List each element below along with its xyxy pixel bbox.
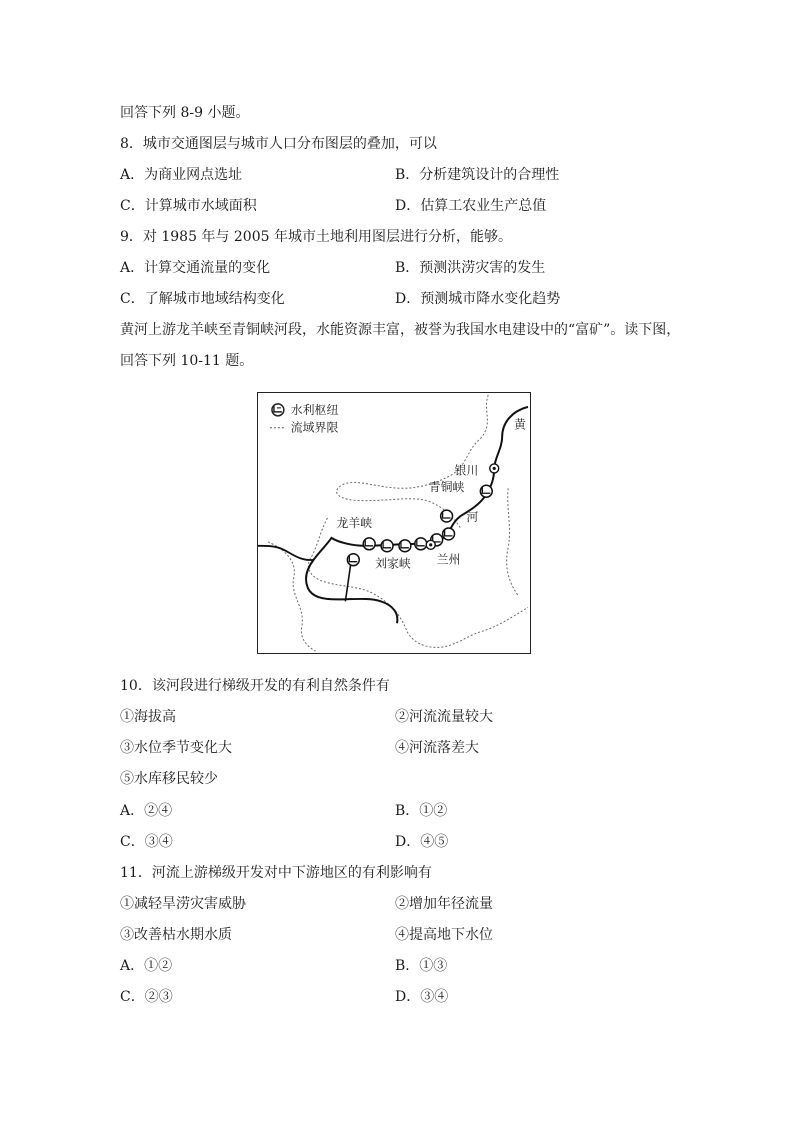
label-liujiaxia: 刘家峡 bbox=[375, 556, 411, 571]
q11-option-c: C．②③ bbox=[120, 989, 173, 1005]
dam-icon bbox=[347, 554, 359, 566]
label-huang: 黄 bbox=[514, 417, 526, 432]
q10-option-b: B．①② bbox=[395, 803, 448, 819]
q10-option-c: C．③④ bbox=[120, 834, 173, 850]
legend-dam-icon bbox=[272, 404, 284, 416]
q11-statement-3: ③改善枯水期水质 bbox=[120, 927, 232, 943]
dam-icon bbox=[399, 540, 411, 552]
q8-option-a: A．为商业网点选址 bbox=[120, 167, 243, 183]
q10-option-d: D．④⑤ bbox=[395, 834, 449, 850]
q11-option-d: D．③④ bbox=[395, 989, 449, 1005]
southern-branch-line bbox=[345, 560, 351, 602]
basin-boundary-east bbox=[507, 488, 518, 595]
q10-option-a: A．②④ bbox=[120, 803, 173, 819]
yellow-river-map bbox=[257, 392, 531, 654]
q10-stem: 10．该河段进行梯级开发的有利自然条件有 bbox=[120, 678, 390, 694]
q11-option-b: B．①③ bbox=[395, 958, 448, 974]
dam-icon bbox=[363, 538, 375, 550]
legend-boundary-label: 流域界限 bbox=[290, 420, 339, 435]
legend-dam-label: 水利枢纽 bbox=[290, 402, 339, 417]
q8-option-d: D．估算工农业生产总值 bbox=[395, 198, 547, 214]
basin-boundary-south bbox=[308, 515, 528, 647]
label-qingtongxia: 青铜峡 bbox=[428, 480, 465, 495]
q11-stem: 11．河流上游梯级开发对中下游地区的有利影响有 bbox=[120, 865, 432, 881]
q8-option-c: C．计算城市水域面积 bbox=[120, 198, 257, 214]
q11-statement-4: ④提高地下水位 bbox=[395, 927, 493, 943]
q9-option-a: A．计算交通流量的变化 bbox=[120, 260, 271, 276]
q10-statement-2: ②河流流量较大 bbox=[395, 709, 493, 725]
q11-option-a: A．①② bbox=[120, 958, 173, 974]
dam-icon bbox=[381, 540, 393, 552]
city-marker-lanzhou bbox=[426, 540, 435, 549]
label-yinchuan: 银川 bbox=[454, 463, 479, 478]
q10-statement-4: ④河流落差大 bbox=[395, 740, 479, 756]
label-he: 河 bbox=[466, 510, 479, 525]
passage-line-1: 黄河上游龙羊峡至青铜峡河段，水能资源丰富，被誉为我国水电建设中的“富矿”。读下图， bbox=[120, 322, 681, 338]
q8-stem: 8．城市交通图层与城市人口分布图层的叠加，可以 bbox=[120, 136, 437, 152]
map-svg bbox=[258, 393, 530, 653]
q8-option-b: B．分析建筑设计的合理性 bbox=[395, 167, 560, 183]
q11-statement-1: ①减轻旱涝灾害威胁 bbox=[120, 896, 246, 912]
q10-statement-5: ⑤水库移民较少 bbox=[120, 771, 218, 787]
basin-boundary-west bbox=[268, 542, 316, 651]
q9-stem: 9．对 1985 年与 2005 年城市土地利用图层进行分析，能够。 bbox=[120, 229, 512, 245]
dam-icon bbox=[480, 485, 492, 497]
intro-8-9: 回答下列 8-9 小题。 bbox=[120, 105, 250, 121]
q9-option-d: D．预测城市降水变化趋势 bbox=[395, 291, 561, 307]
q9-option-c: C．了解城市地域结构变化 bbox=[120, 291, 285, 307]
city-marker-yinchuan bbox=[490, 464, 499, 473]
q9-option-b: B．预测洪涝灾害的发生 bbox=[395, 260, 546, 276]
dam-icon bbox=[415, 538, 427, 550]
q11-statement-2: ②增加年径流量 bbox=[395, 896, 493, 912]
basin-boundary-north bbox=[337, 395, 489, 528]
dam-icon bbox=[441, 510, 453, 522]
q10-statement-3: ③水位季节变化大 bbox=[120, 740, 232, 756]
dam-icon bbox=[443, 528, 455, 540]
label-lanzhou: 兰州 bbox=[436, 552, 461, 567]
passage-line-2: 回答下列 10-11 题。 bbox=[120, 353, 254, 369]
q10-statement-1: ①海拔高 bbox=[120, 709, 176, 725]
label-longyangxia: 龙羊峡 bbox=[336, 515, 373, 530]
